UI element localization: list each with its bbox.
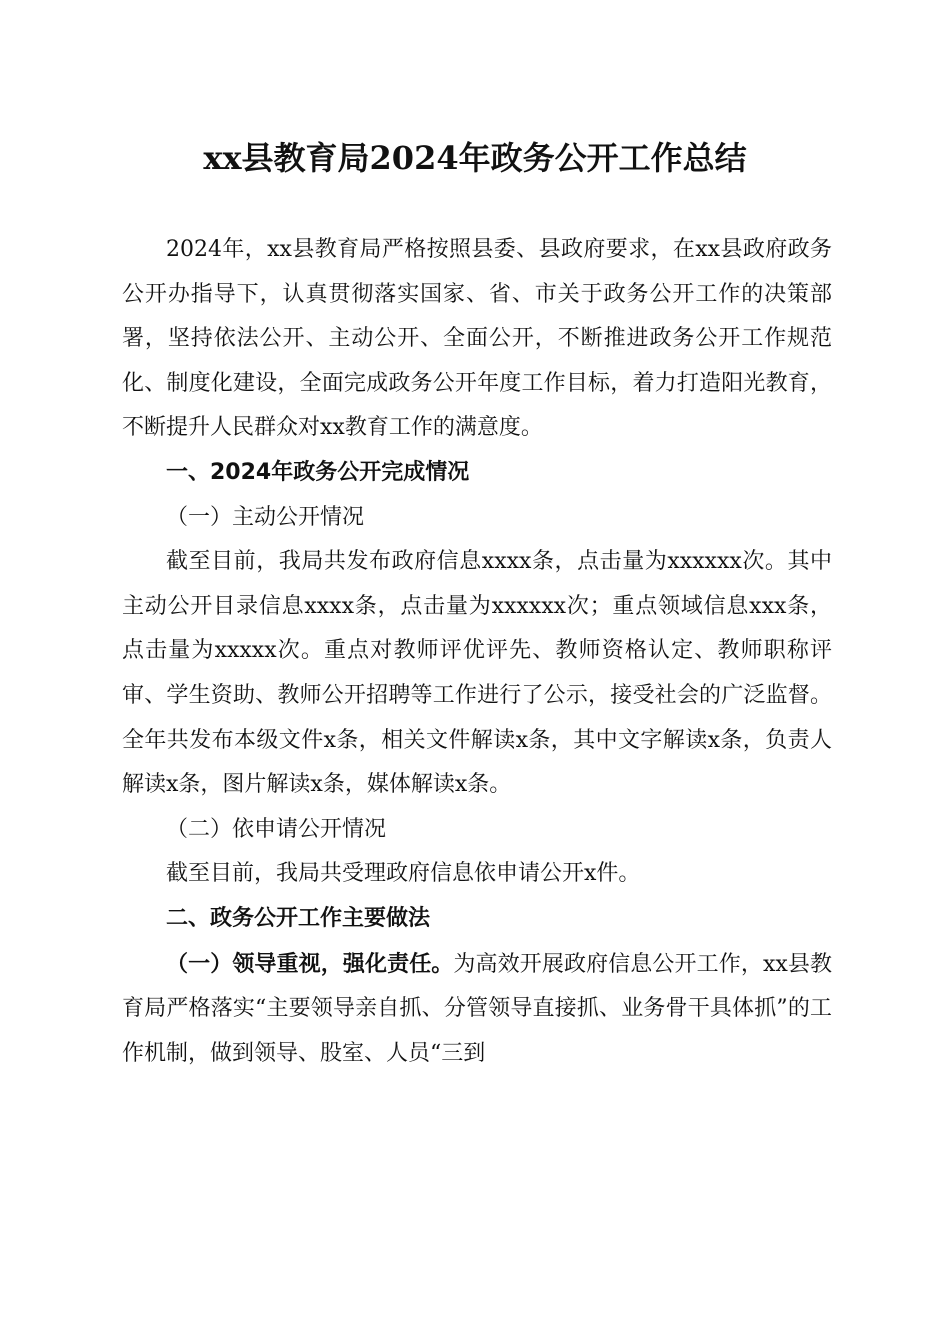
section-2-sub-1-paragraph xyxy=(122,942,832,1077)
document-body xyxy=(122,228,832,1076)
document-title: xx县教育局2024年政务公开工作总结 xyxy=(203,139,747,177)
section-1-sub-2-paragraph: 截至目前，我局共受理政府信息依申请公开x件。 xyxy=(166,861,641,887)
section-2-heading: 二、政务公开工作主要做法 xyxy=(166,905,431,931)
section-1-sub-1-heading: （一）主动公开情况 xyxy=(166,504,365,530)
section-1-sub-2-heading: （二）依申请公开情况 xyxy=(166,816,387,842)
intro-paragraph: 2024年，xx县教育局严格按照县委、县政府要求，在xx县政府政务公开办指导下，认真贯彻落实国家、省、市关于政务公开工作的决策部署，坚持依法公开、主动公开、全面公开，不断推进政务公开工作规范化、制度化建设，全面完成政务公开年度工作目标，着力打造阳光教育，不断提升人民群众对xx教育工作的满意度。 xyxy=(122,237,832,441)
section-2-sub-1-text: 为高效开展政府信息公开工作，xx县教育局严格落实“主要领导亲自抓、分管领导直接抓、业务骨干具体抓”的工作机制，做到领导、股室、人员“三到 xyxy=(122,951,832,1066)
section-1-sub-1-paragraph: 截至目前，我局共发布政府信息xxxx条，点击量为xxxxxx次。其中主动公开目录信息xxxx条，点击量为xxxxxx次；重点领域信息xxx条，点击量为xxxxx次。重点对教师评优评先、教师资格认定、教师职称评审、学生资助、教师公开招聘等工作进行了公示，接受社会的广泛监督。全年共发布本级文件x条，相关文件解读x条，其中文字解读x条，负责人解读x条，图片解读x条，媒体解读x条。 xyxy=(122,549,832,798)
section-1-heading: 一、2024年政务公开完成情况 xyxy=(166,459,470,485)
section-2-sub-1-lead: （一）领导重视，强化责任。 xyxy=(166,950,454,977)
